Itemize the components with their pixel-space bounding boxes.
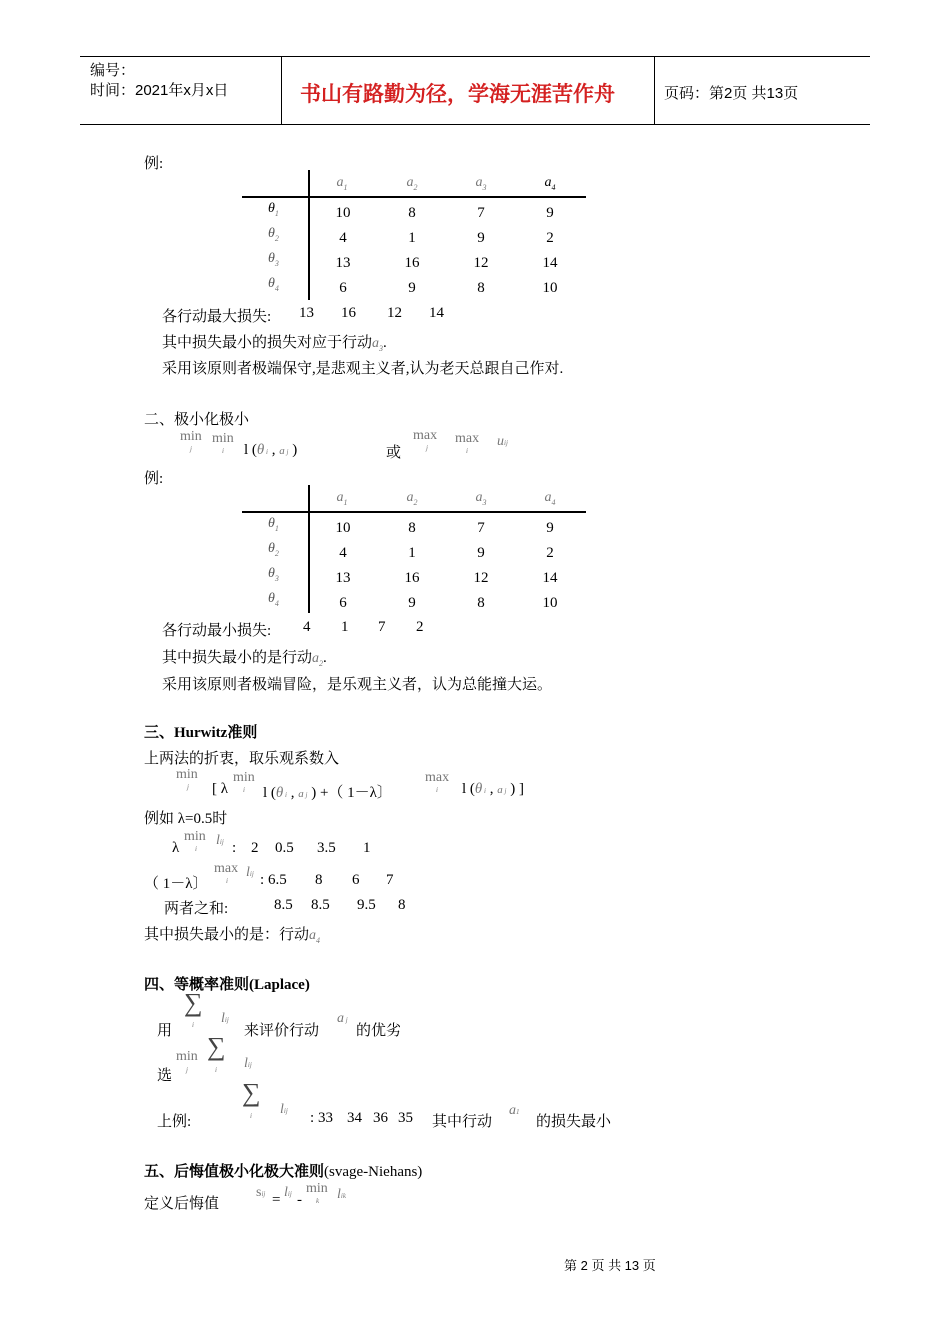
- max-operator: max: [413, 428, 438, 443]
- sigma-symbol: ∑: [242, 1078, 261, 1107]
- utility-u: uij: [497, 434, 508, 449]
- min-operator: min: [233, 770, 255, 785]
- min-loss-value: 1: [341, 619, 349, 635]
- table2-cell: 10: [542, 595, 558, 611]
- sub-i: i: [192, 1021, 194, 1029]
- table2-cell: 9: [546, 520, 554, 536]
- table2-cell: 8: [408, 520, 416, 536]
- s3-min-choice: [144, 923, 320, 945]
- s5-title: [144, 1160, 422, 1181]
- lambda-min-value: 0.5: [275, 840, 294, 856]
- sub-i: i: [195, 845, 197, 853]
- colon: :: [310, 1110, 315, 1126]
- loss-lij: lij: [246, 865, 254, 880]
- s2-min-choice-action: $a_2$: [312, 651, 324, 668]
- use-label: 用: [157, 1023, 173, 1039]
- select-label: 选: [157, 1068, 173, 1084]
- evaluate-text: 来评价行动: [244, 1023, 320, 1039]
- min-operator: min: [306, 1181, 328, 1196]
- s3-min-choice-action: $a_4$: [309, 928, 321, 945]
- s4-example-value: 36: [373, 1110, 388, 1126]
- s2-min-choice: 其中损失最小的是行动$a_2$.: [162, 650, 327, 668]
- loss-lik: lik: [337, 1187, 346, 1202]
- header-divider-right: [654, 56, 655, 125]
- equals-sign: =: [272, 1192, 281, 1208]
- s2-min-choice-text: 其中损失最小的是行动: [162, 650, 313, 666]
- min-loss-label: 各行动最小损失:: [162, 623, 272, 639]
- one-minus-lambda: （ 1－λ〕: [144, 876, 208, 892]
- sum-value: 8: [398, 897, 406, 913]
- colon: :: [260, 872, 265, 888]
- min-loss-value: 7: [378, 619, 386, 635]
- sub-i: i: [215, 1066, 217, 1074]
- max-operator: max: [455, 431, 480, 446]
- table1-cell: 9: [546, 205, 554, 221]
- table2-cell: 2: [546, 545, 554, 561]
- doc-number-label: 编号：: [90, 62, 136, 79]
- table1-row-theta2: $\theta_2$: [268, 226, 279, 243]
- max-loss-value: 13: [299, 305, 314, 321]
- sub-j: j: [190, 445, 192, 453]
- s1-min-choice-action: $a_3$: [372, 336, 384, 353]
- loss-term-2: l (θ i , a j ) ]: [462, 781, 524, 797]
- lambda-symbol: λ: [172, 840, 180, 856]
- table2-cell: 6: [339, 595, 347, 611]
- table2-cell: 10: [335, 520, 351, 536]
- table2-cell: 16: [404, 570, 420, 586]
- footer-page-number: 第 2 页 共 13 页: [564, 1258, 656, 1273]
- table2-row-theta2: $\theta_2$: [268, 541, 279, 558]
- min-loss-value: 2: [416, 619, 424, 635]
- example-label-2: 例:: [144, 471, 164, 487]
- table2-col-a4: $a_4$: [544, 490, 556, 507]
- sub-i: i: [466, 447, 468, 455]
- max-operator: max: [214, 861, 239, 876]
- table2-cell: 13: [335, 570, 351, 586]
- sub-k: k: [316, 1197, 320, 1205]
- one-minus-max-value: 6: [352, 872, 360, 888]
- s4-result-text: 其中行动: [432, 1114, 493, 1130]
- table1-col-a4: $a_4$: [544, 175, 556, 192]
- s4-example-label: 上例:: [157, 1114, 192, 1130]
- sub-j: j: [186, 1066, 188, 1074]
- sigma-symbol: ∑: [207, 1032, 226, 1061]
- s1-min-choice: 其中损失最小的损失对应于行动$a_3$.: [162, 335, 387, 353]
- table1-row-theta4: $\theta_4$: [268, 276, 279, 293]
- sub-i: i: [243, 786, 245, 794]
- table1-header-rule: [242, 196, 586, 198]
- table1-cell: 9: [477, 230, 485, 246]
- max-loss-value: 16: [341, 305, 356, 321]
- min-operator: min: [176, 767, 198, 782]
- table2-cell: 8: [477, 595, 485, 611]
- table1-cell: 13: [335, 255, 351, 271]
- s3-title-suffix: 准则: [227, 725, 258, 741]
- sub-i: i: [222, 447, 224, 455]
- sum-label: 两者之和:: [164, 901, 229, 917]
- table1-vertical-rule: [308, 170, 310, 300]
- header-divider-left: [281, 56, 282, 125]
- s4-example-value: 35: [398, 1110, 413, 1126]
- table1-row-theta1: $\theta_1$: [268, 201, 279, 218]
- s4-title: 四、等概率准则(Laplace): [144, 977, 310, 993]
- s2-title: 二、极小化极小: [144, 412, 250, 428]
- max-loss-value: 12: [387, 305, 402, 321]
- s3-intro: 上两法的折衷，取乐观系数入: [144, 751, 340, 767]
- table1-cell: 2: [546, 230, 554, 246]
- min-operator: min: [212, 431, 234, 446]
- table1-cell: 1: [408, 230, 416, 246]
- sum-value: 8.5: [311, 897, 330, 913]
- table1-cell: 7: [477, 205, 485, 221]
- s4-result-suffix: 的损失最小: [536, 1114, 612, 1130]
- table2-col-a1: $a_1$: [336, 490, 348, 507]
- action-aj: a j: [337, 1011, 348, 1026]
- s5-title-text: 五、后悔值极小化极大准则: [144, 1164, 325, 1180]
- one-minus-max-value: 6.5: [268, 872, 287, 888]
- s3-title-name: Hurwitz: [174, 725, 228, 741]
- loss-function: l (θ i , a j ): [244, 442, 298, 458]
- sub-i: i: [250, 1112, 252, 1120]
- s3-example: 例如 λ=0.5时: [144, 811, 228, 827]
- table2-col-a2: $a_2$: [406, 490, 418, 507]
- sub-j: j: [426, 444, 428, 452]
- table1-cell: 8: [408, 205, 416, 221]
- table2-vertical-rule: [308, 485, 310, 613]
- s4-example-value: 33: [318, 1110, 333, 1126]
- sum-value: 9.5: [357, 897, 376, 913]
- table1-col-a3: $a_3$: [475, 175, 487, 192]
- max-operator: max: [425, 770, 450, 785]
- table1-cell: 12: [473, 255, 489, 271]
- loss-lij: lij: [216, 833, 224, 848]
- table1-cell: 4: [339, 230, 347, 246]
- bracket-lambda: [ λ: [212, 781, 229, 797]
- s1-min-choice-text: 其中损失最小的损失对应于行动: [162, 335, 373, 351]
- table2-row-theta1: $\theta_1$: [268, 516, 279, 533]
- table2-row-theta4: $\theta_4$: [268, 591, 279, 608]
- loss-term-1: l (θ i , a j ) +（ 1－λ〕: [263, 785, 392, 801]
- one-minus-max-value: 7: [386, 872, 394, 888]
- s4-result-action: a1: [509, 1103, 520, 1118]
- max-loss-value: 14: [429, 305, 444, 321]
- table1-col-a2: $a_2$: [406, 175, 418, 192]
- s2-note: 采用该原则者极端冒险，是乐观主义者，认为总能撞大运。: [162, 677, 553, 693]
- sub-j: j: [187, 783, 189, 791]
- table2-cell: 9: [477, 545, 485, 561]
- table1-row-theta3: $\theta_3$: [268, 251, 279, 268]
- sub-i: i: [436, 786, 438, 794]
- table2-header-rule: [242, 511, 586, 513]
- sub-i: i: [226, 877, 228, 885]
- table1-cell: 16: [404, 255, 420, 271]
- colon: :: [232, 840, 237, 856]
- min-loss-value: 4: [303, 619, 311, 635]
- s5-title-suffix: (svage-Niehans): [324, 1164, 423, 1180]
- lambda-min-value: 3.5: [317, 840, 336, 856]
- table2-cell: 9: [408, 595, 416, 611]
- header-page-label: 页码：第2页 共13页: [664, 85, 799, 102]
- sum-value: 8.5: [274, 897, 293, 913]
- table2-cell: 4: [339, 545, 347, 561]
- one-minus-max-value: 8: [315, 872, 323, 888]
- table1-cell: 8: [477, 280, 485, 296]
- table2-cell: 12: [473, 570, 489, 586]
- s3-min-choice-text: 其中损失最小的是：行动: [144, 927, 310, 943]
- sigma-symbol: ∑: [184, 988, 203, 1017]
- merit-text: 的优劣: [356, 1023, 402, 1039]
- s3-title: [144, 721, 257, 742]
- s4-example-value: 34: [347, 1110, 362, 1126]
- table1-cell: 6: [339, 280, 347, 296]
- table1-cell: 10: [542, 280, 558, 296]
- table2-col-a3: $a_3$: [475, 490, 487, 507]
- define-text: 定义后悔值: [144, 1196, 220, 1212]
- loss-lij: lij: [221, 1011, 229, 1026]
- min-operator: min: [180, 429, 202, 444]
- s1-note: 采用该原则者极端保守,是悲观主义者,认为老天总跟自己作对.: [162, 361, 564, 377]
- doc-date-label: 时间：2021年x月x日: [90, 82, 229, 99]
- s3-title-prefix: 三、: [144, 725, 175, 741]
- loss-lij: lij: [284, 1185, 292, 1200]
- table1-cell: 14: [542, 255, 558, 271]
- minus-sign: -: [297, 1192, 302, 1208]
- header-bottom-rule: [80, 124, 870, 125]
- table2-cell: 14: [542, 570, 558, 586]
- header-motto: 书山有路勤为径，学海无涯苦作舟: [300, 82, 615, 106]
- table2-row-theta3: $\theta_3$: [268, 566, 279, 583]
- regret-s: sij: [256, 1185, 266, 1200]
- loss-lij: lij: [244, 1056, 252, 1071]
- table1-col-a1: $a_1$: [336, 175, 348, 192]
- table2-cell: 1: [408, 545, 416, 561]
- header-top-rule: [80, 56, 870, 57]
- table2-cell: 7: [477, 520, 485, 536]
- table1-cell: 10: [335, 205, 351, 221]
- max-loss-label: 各行动最大损失:: [162, 309, 272, 325]
- min-operator: min: [176, 1049, 198, 1064]
- loss-lij: lij: [280, 1102, 288, 1117]
- example-label-1: 例:: [144, 156, 164, 172]
- lambda-min-value: 1: [363, 840, 371, 856]
- lambda-min-value: 2: [251, 840, 259, 856]
- table1-cell: 9: [408, 280, 416, 296]
- min-operator: min: [184, 829, 206, 844]
- or-word: 或: [386, 445, 402, 461]
